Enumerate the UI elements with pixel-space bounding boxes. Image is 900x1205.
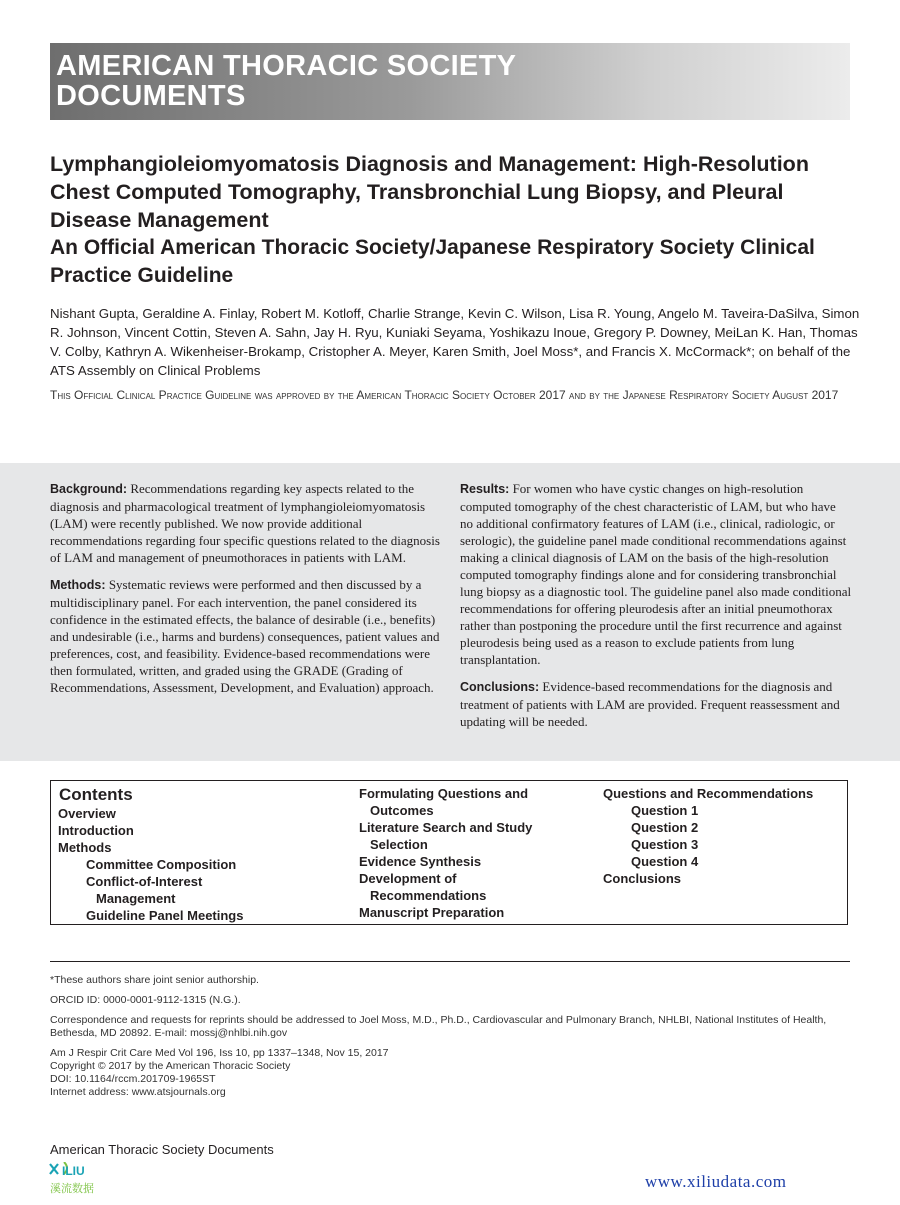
toc-link-committee-composition[interactable]: Committee Composition — [86, 857, 237, 872]
orcid-note: ORCID ID: 0000-0001-9112-1315 (N.G.). — [50, 994, 241, 1006]
joint-authorship-note: *These authors share joint senior authorship. — [50, 974, 259, 986]
banner-text: AMERICAN THORACIC SOCIETY DOCUMENTS — [56, 50, 516, 112]
internet-address-line: Internet address: www.atsjournals.org — [50, 1086, 226, 1098]
abstract-conclusions — [460, 678, 852, 730]
copyright-line: Copyright © 2017 by the American Thoracic Society — [50, 1060, 291, 1072]
background-text: Recommendations regarding key aspects related to the diagnosis and pharmacological treatment of lymphangioleiomyomatosis (LAM) were recently published. We now provide additional recommendations regarding four specific questions related to the diagnosis of LAM and management of pneumothoraces in patients with LAM. — [50, 481, 440, 565]
toc-link-literature-search-cont[interactable]: Selection — [370, 837, 428, 852]
methods-text: Systematic reviews were performed and then discussed by a multidisciplinary panel. For each intervention, the panel considered its confidence in the estimated effects, the balance of desirable (i.e., benefits) and undesirable (i.e., harms and burdens) consequences, patient values and preferences, cost, and feasibility. Evidence-based recommendations were then formulated, written, and graded using the GRADE (Grading of Recommendations, Assessment, Development, and Evaluation) approach. — [50, 577, 440, 695]
toc-link-conflict-of-interest[interactable]: Conflict-of-Interest — [86, 874, 203, 889]
abstract-methods — [50, 576, 442, 696]
toc-link-manuscript-preparation[interactable]: Manuscript Preparation — [359, 905, 505, 920]
results-text: For women who have cystic changes on high-resolution computed tomography of the chest characteristic of LAM, but who have no additional confirmatory features of LAM (i.e., clinical, radiologic, or serologic), the guideline panel made conditional recommendations against making a clinical diagnosis of LAM on the basis of the high-resolution computed tomography findings alone and for considering transbronchial lung biopsy as a diagnostic tool. The guideline panel also made conditional recommendations for offering pleurodesis after an initial pneumothorax rather than postponing the procedure until the first recurrence and against pleurodesis being used as a reason to exclude patients from lung transplantation. — [460, 481, 852, 667]
toc-link-guideline-panel-meetings[interactable]: Guideline Panel Meetings — [86, 908, 244, 923]
article-title: Lymphangioleiomyomatosis Diagnosis and Management: High-Resolution Chest Computed Tomography, Transbronchial Lung Biopsy, and Pleural Disease Management — [50, 152, 809, 232]
results-heading: Results: — [460, 482, 510, 496]
logo-text-en: ILIU — [62, 1164, 85, 1178]
contents-column-2 — [359, 785, 532, 921]
abstract-background — [50, 480, 442, 566]
doi-line: DOI: 10.1164/rccm.201709-1965ST — [50, 1073, 216, 1085]
contents-column-3 — [603, 785, 813, 887]
toc-link-question-2[interactable]: Question 2 — [631, 820, 699, 835]
contents-column-1 — [58, 805, 243, 924]
journal-banner — [50, 43, 850, 120]
toc-link-question-4[interactable]: Question 4 — [631, 854, 699, 869]
toc-link-conflict-of-interest-cont[interactable]: Management — [96, 891, 176, 906]
toc-link-questions-and-recommendations[interactable]: Questions and Recommendations — [603, 786, 814, 801]
contents-box — [50, 780, 848, 925]
toc-link-conclusions[interactable]: Conclusions — [603, 871, 682, 886]
toc-link-question-1[interactable]: Question 1 — [631, 803, 699, 818]
toc-link-introduction[interactable]: Introduction — [58, 823, 134, 838]
toc-link-formulating-questions-cont[interactable]: Outcomes — [370, 803, 434, 818]
contents-title: Contents — [59, 785, 133, 804]
toc-link-development-of-recommendations-cont[interactable]: Recommendations — [370, 888, 487, 903]
logo-x-mark — [50, 1164, 58, 1174]
title-block — [50, 150, 860, 402]
footnotes — [50, 974, 855, 1099]
toc-link-development-of-recommendations[interactable]: Development of — [359, 871, 457, 886]
toc-link-methods[interactable]: Methods — [58, 840, 112, 855]
toc-link-literature-search[interactable]: Literature Search and Study — [359, 820, 533, 835]
xiliu-logo — [48, 1162, 128, 1196]
running-footer: American Thoracic Society Documents — [50, 1142, 274, 1157]
approval-statement: This Official Clinical Practice Guideline was approved by the American Thoracic Society October 2017 and by the Japanese Respiratory Society August 2017 — [50, 388, 839, 402]
toc-link-evidence-synthesis[interactable]: Evidence Synthesis — [359, 854, 482, 869]
abstract-results — [460, 480, 852, 668]
toc-link-overview[interactable]: Overview — [58, 806, 116, 821]
background-heading: Background: — [50, 482, 128, 496]
abstract-right-column — [460, 480, 852, 740]
conclusions-text: Evidence-based recommendations for the diagnosis and treatment of patients with LAM are provided. Frequent reassessment and updating will be needed. — [460, 679, 840, 729]
watermark-url[interactable]: www.xiliudata.com — [645, 1172, 787, 1191]
citation-line: Am J Respir Crit Care Med Vol 196, Iss 10, pp 1337–1348, Nov 15, 2017 — [50, 1047, 389, 1059]
correspondence-note: Correspondence and requests for reprints should be addressed to Joel Moss, M.D., Ph.D., Cardiovascular and Pulmonary Branch, NHLBI, National Institutes of Health, Bethesda, MD 20892. E-mail: mossj@nhlbi.nih.gov — [50, 1014, 827, 1039]
toc-link-question-3[interactable]: Question 3 — [631, 837, 699, 852]
article-subtitle: An Official American Thoracic Society/Japanese Respiratory Society Clinical Practice Guideline — [50, 236, 815, 287]
toc-link-formulating-questions[interactable]: Formulating Questions and — [359, 786, 529, 801]
methods-heading: Methods: — [50, 578, 106, 592]
abstract-left-column — [50, 480, 442, 706]
abstract-panel — [0, 463, 900, 761]
logo-text-cn: 溪流数据 — [50, 1182, 94, 1195]
author-list: Nishant Gupta, Geraldine A. Finlay, Robert M. Kotloff, Charlie Strange, Kevin C. Wilson, Lisa R. Young, Angelo M. Taveira-DaSilva, Simon R. Johnson, Vincent Cottin, Steven A. Sahn, Jay H. Ryu, Kuniaki Seyama, Yoshikazu Inoue, Gregory P. Downey, MeiLan K. Han, Thomas V. Colby, Kathryn A. Wikenheiser-Brokamp, Cristopher A. Meyer, Karen Smith, Joel Moss*, and Francis X. McCormack*; on behalf of the ATS Assembly on Clinical Problems — [50, 306, 860, 378]
footnote-divider — [50, 961, 850, 962]
conclusions-heading: Conclusions: — [460, 680, 540, 694]
